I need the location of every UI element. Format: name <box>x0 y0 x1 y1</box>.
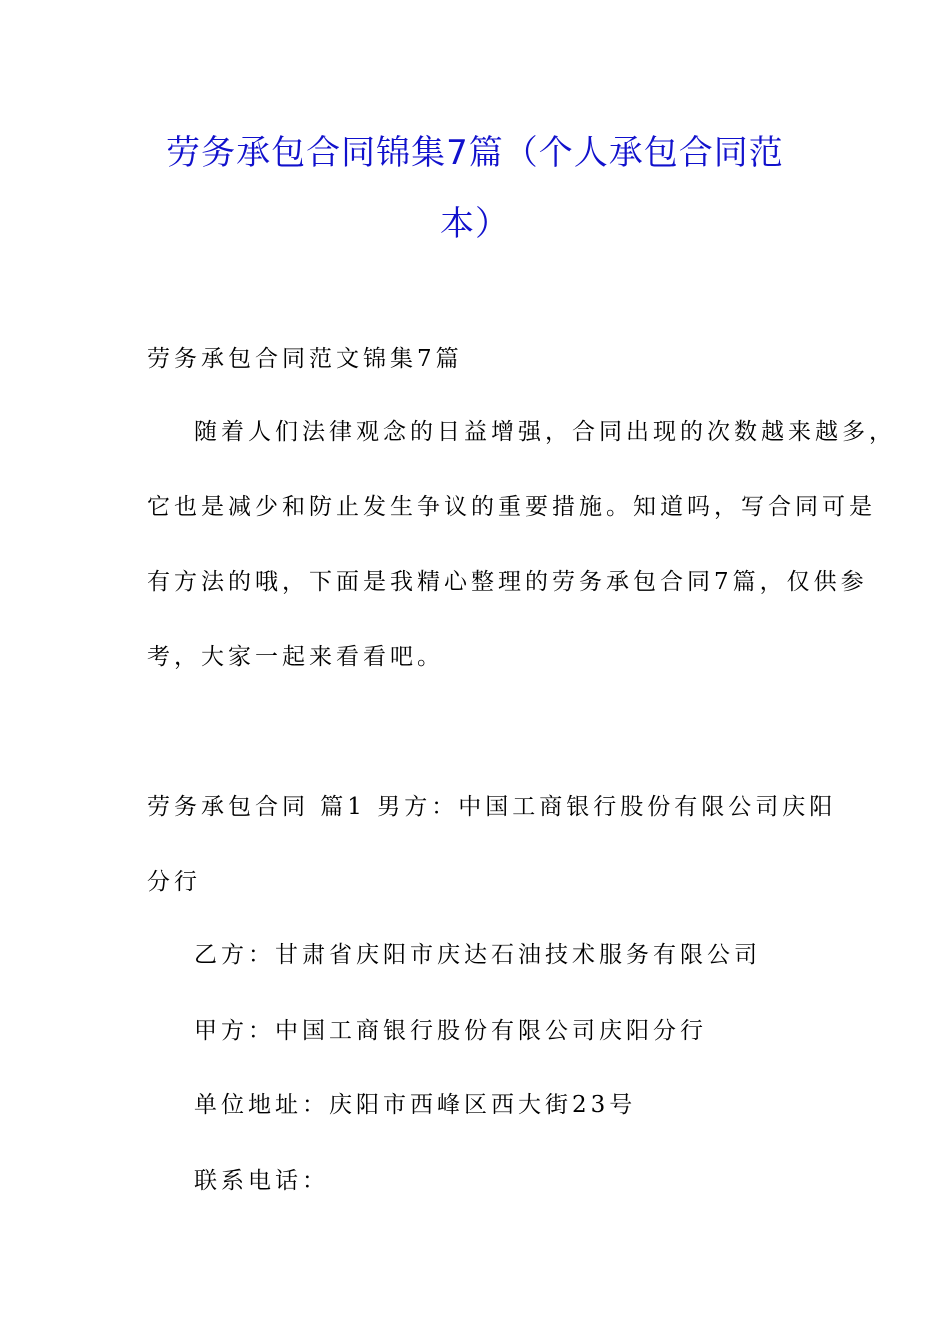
intro-paragraph-line: 有方法的哦，下面是我精心整理的劳务承包合同7篇，仅供参 <box>147 569 868 595</box>
intro-paragraph-line: 随着人们法律观念的日益增强，合同出现的次数越来越多， <box>194 419 896 445</box>
section-1-heading-continued: 分行 <box>147 869 201 895</box>
intro-paragraph-line: 考，大家一起来看看吧。 <box>147 644 444 670</box>
address-line: 单位地址：庆阳市西峰区西大街23号 <box>194 1092 637 1118</box>
party-a-line: 甲方：中国工商银行股份有限公司庆阳分行 <box>194 1018 707 1044</box>
document-title-line-1: 劳务承包合同锦集7篇（个人承包合同范 <box>166 133 784 173</box>
phone-line: 联系电话： <box>194 1168 329 1194</box>
intro-paragraph-line: 它也是减少和防止发生争议的重要措施。知道吗，写合同可是 <box>147 494 876 520</box>
party-b-line: 乙方：甘肃省庆阳市庆达石油技术服务有限公司 <box>194 942 761 968</box>
document-subtitle: 劳务承包合同范文锦集7篇 <box>147 346 463 372</box>
document-title-line-2: 本） <box>440 204 510 244</box>
section-1-heading: 劳务承包合同 篇1 男方：中国工商银行股份有限公司庆阳 <box>147 794 837 820</box>
